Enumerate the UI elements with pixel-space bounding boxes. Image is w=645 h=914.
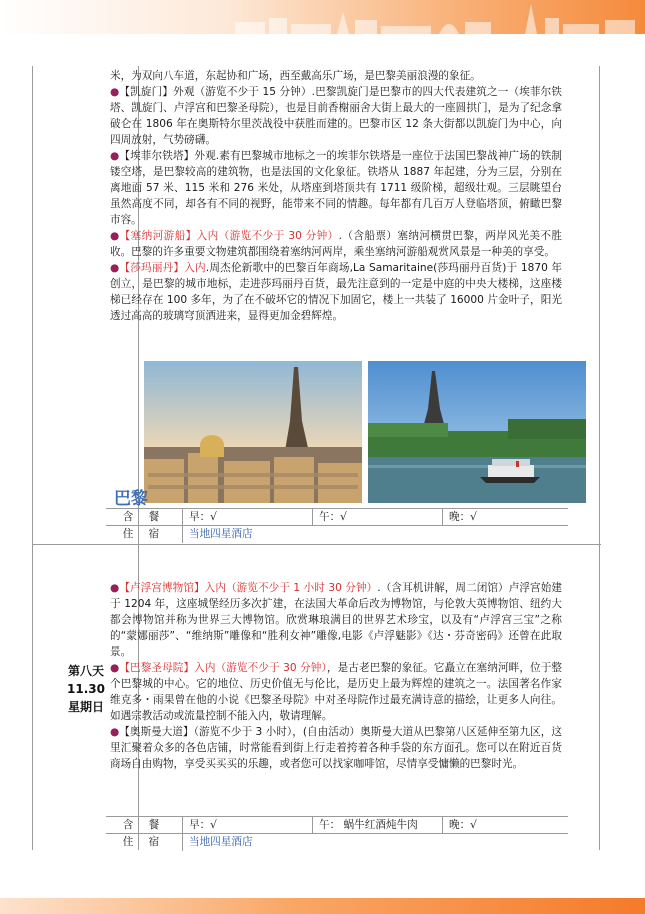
lunch-cell: 午： 蜗牛红酒炖牛肉 <box>312 817 442 834</box>
stay-label: 住 宿 <box>122 836 166 848</box>
louvre-paragraph <box>110 580 562 660</box>
day7-meal-table <box>106 508 568 542</box>
stay-row <box>106 833 568 850</box>
louvre-title: 【卢浮宫博物馆】入内（游览不少于 1 小时 30 分钟） <box>119 582 378 594</box>
day-date: 11.30 <box>67 682 105 696</box>
arc-body: 外观（游览不少于 15 分钟）.巴黎凯旋门是巴黎市的四大代表建筑之一（埃菲尔铁塔、凯旋门、卢浮宫和巴黎圣母院），也是目前香榭丽舍大街上最大的一座圆拱门，是为了纪念拿破仑在 1806 年在奥斯特尔里茨战役中获胜而建的。巴黎市区 12 条大街都以凯旋门为中心，向四周放射，气势磅礴。 <box>110 86 562 146</box>
stay-row <box>106 525 568 542</box>
stay-label: 住 宿 <box>122 528 166 540</box>
dinner-cell: 晚：√ <box>442 509 568 526</box>
haussmann-body: （游览不少于 3 小时），(自由活动）奥斯曼大道从巴黎第八区延伸至第九区，这里汇聚着众多的各色店铺，时常能看到街上行走着挎着各种手袋的东方面孔。您可以在附近百货商场自由购物，享受买买买的乐趣，或者您可以找家咖啡馆，尽情享受慵懒的巴黎时光。 <box>110 726 563 770</box>
haussmann-title: 【奥斯曼大道】 <box>119 726 194 738</box>
footer-banner <box>0 898 645 914</box>
notredame-paragraph <box>110 660 562 724</box>
day-row-divider <box>33 544 601 545</box>
samaritaine-body: .周杰伦新歌中的巴黎百年商场,La Samaritaine(莎玛丽丹百货)于 1870 年创立，是巴黎的城市地标，走进莎玛丽丹百货，最先注意到的一定是中庭的中央大楼梯，这座楼梯已经存在 100 多年，为了在不破坏它的情况下加固它，楼上一共装了 16000 片金叶子，阳光透过高高的玻璃穹顶洒进来，显得更加金碧辉煌。 <box>110 262 563 322</box>
day-weekday: 星期日 <box>67 700 104 714</box>
samaritaine-paragraph <box>110 260 562 324</box>
day8-meal-table <box>106 816 568 850</box>
samaritaine-title: 【莎玛丽丹】入内 <box>119 262 206 274</box>
arc-title: 【凯旋门】 <box>119 86 174 98</box>
seine-title: 【塞纳河游船】入内（游览不少于 30 分钟） <box>119 230 339 242</box>
meal-label: 含 餐 <box>122 819 166 831</box>
seine-paragraph <box>110 228 562 260</box>
arc-paragraph <box>110 84 562 148</box>
eiffel-paragraph <box>110 148 562 228</box>
dinner-cell: 晚：√ <box>442 817 568 834</box>
notredame-body: ，是古老巴黎的象征。它矗立在塞纳河畔，位于整个巴黎城的中心。它的地位、历史价值无与伦比，是历史上最为辉煌的建筑之一。法国著名作家维克多・雨果曾在他的小说《巴黎圣母院》中对圣母院作过最充满诗意的描绘，让更多人向往。如遇宗教活动或流量控制不能入内，敬请理解。 <box>110 662 562 722</box>
seine-boat-photo <box>368 361 586 503</box>
breakfast-cell: 早：√ <box>182 509 312 526</box>
haussmann-paragraph <box>110 724 562 772</box>
louvre-body: .（含耳机讲解，周二闭馆）卢浮宫始建于 1204 年，这座城堡经历多次扩建，在法国大革命后改为博物馆，与伦敦大英博物馆、纽约大都会博物馆并称为世界三大博物馆。欣赏琳琅满目的世界艺术珍宝，以及有“卢浮宫三宝”之称的“蒙娜丽莎”、“维纳斯”雕像和“胜利女神”雕像,电影《卢浮魅影》《达・芬奇密码》还曾在此取景。 <box>110 582 562 658</box>
meal-label: 含 餐 <box>122 511 166 523</box>
bullet-icon: ● <box>110 86 120 98</box>
breakfast-cell: 早：√ <box>182 817 312 834</box>
lunch-cell: 午：√ <box>312 509 442 526</box>
seine-body: .（含船票）塞纳河横贯巴黎，两岸风光美不胜收。巴黎的许多重要文物建筑都围绕着塞纳河两岸，乘坐塞纳河游船观赏风景是一种美的享受。 <box>110 230 562 258</box>
eiffel-body: 外观.素有巴黎城市地标之一的埃菲尔铁塔是一座位于法国巴黎战神广场的铁制镂空塔，是巴黎较高的建筑物，也是法国的文化象征。铁塔从 1887 年起建，分为三层，分别在离地面 57 米、115 米和 276 米处，从塔座到塔顶共有 1711 级阶梯，超级壮观。三层眺望台虽然高度不同，却各有不同的视野，能带来不同的情趣。每年都有几百万人登临塔顶，俯瞰巴黎市容。 <box>110 150 562 226</box>
bullet-icon: ● <box>110 150 120 162</box>
meal-row <box>106 816 568 833</box>
notredame-title: 【巴黎圣母院】入内（游览不少于 30 分钟） <box>119 662 327 674</box>
day8-content <box>110 580 562 772</box>
paris-skyline-icon <box>225 0 645 34</box>
intro-paragraph: 米，为双向八车道，东起协和广场，西至戴高乐广场，是巴黎美丽浪漫的象征。 <box>110 70 481 82</box>
day7-content <box>110 68 562 324</box>
city-title: 巴黎 <box>114 489 148 509</box>
bullet-icon: ● <box>110 230 120 242</box>
eiffel-title: 【埃菲尔铁塔】 <box>119 150 195 162</box>
bullet-icon: ● <box>110 582 120 594</box>
hotel-name: 当地四星酒店 <box>182 834 568 851</box>
bullet-icon: ● <box>110 662 120 674</box>
day-label: 第八天 <box>67 664 104 678</box>
paris-cityscape-photo <box>144 361 362 503</box>
bullet-icon: ● <box>110 726 120 738</box>
hotel-name: 当地四星酒店 <box>182 526 568 543</box>
meal-row <box>106 508 568 525</box>
bullet-icon: ● <box>110 262 120 274</box>
header-banner <box>0 0 645 34</box>
